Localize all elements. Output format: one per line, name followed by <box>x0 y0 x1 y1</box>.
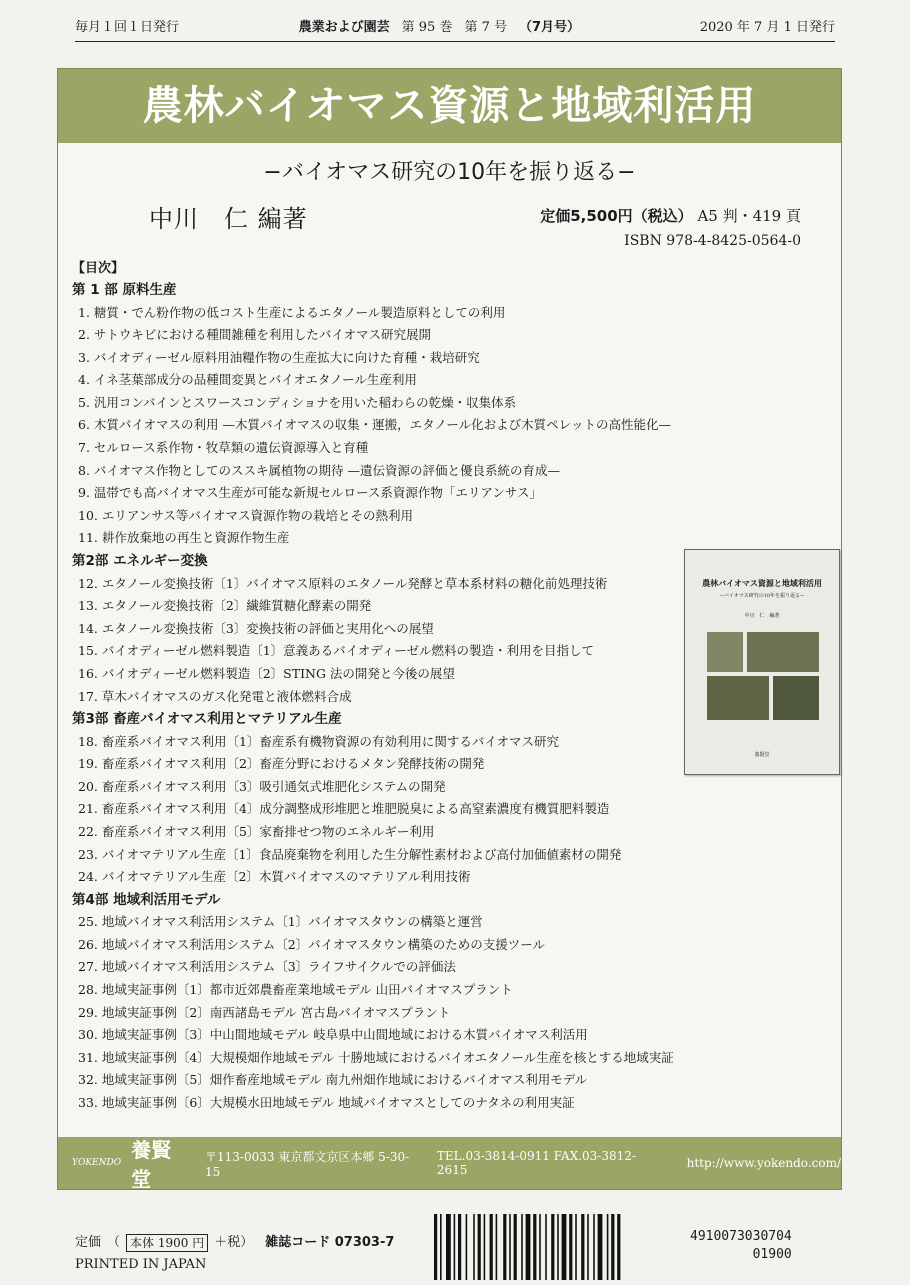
publisher-address: 〒113-0033 東京都文京区本郷 5-30-15 <box>205 1149 410 1179</box>
price-prefix: 定価 <box>75 1235 102 1250</box>
toc-item: 9. 温帯でも高バイオマス生産が可能な新規セルロース系資源作物「エリアンサス」 <box>78 485 542 501</box>
barcode-bar <box>587 1214 589 1280</box>
toc-item: 26. 地域バイオマス利活用システム〔2〕バイオマスタウン構築のための支援ツール <box>78 936 546 952</box>
toc-item: 12. エタノール変換技術〔1〕バイオマス原料のエタノール発酵と草本系材料の糖化前処理技術 <box>78 575 608 591</box>
barcode <box>432 1212 668 1282</box>
toc-part-title: 第 1 部 原料生産 <box>72 282 177 298</box>
barcode-bar <box>557 1214 559 1280</box>
book-author: 中川 仁 編著 <box>149 205 308 233</box>
thumbnail-publisher: 養賢堂 <box>754 752 770 758</box>
toc-item: 21. 畜産系バイオマス利用〔4〕成分調整成形堆肥と堆肥脱臭による高窒素濃度有機質肥料製造 <box>78 801 610 817</box>
price-box: 本体 1900 円 <box>126 1234 208 1252</box>
barcode-bar <box>434 1214 437 1280</box>
barcode-bar <box>454 1214 456 1280</box>
toc-item: 31. 地域実証事例〔4〕大規模畑作地域モデル 十勝地域におけるバイオエタノール生産を核とする地域実証 <box>78 1049 674 1065</box>
printed-in: PRINTED IN JAPAN <box>75 1257 207 1272</box>
toc-item: 27. 地域バイオマス利活用システム〔3〕ライフサイクルでの評価法 <box>78 959 456 975</box>
book-subtitle: −バイオマス研究の10年を振り返る− <box>263 160 636 185</box>
toc-item: 1. 糖質・でん粉作物の低コスト生産によるエタノール製造原料としての利用 <box>78 304 506 320</box>
barcode-bar <box>473 1214 475 1280</box>
toc-item: 25. 地域バイオマス利活用システム〔1〕バイオマスタウンの構築と運営 <box>78 914 483 930</box>
barcode-bar <box>539 1214 541 1280</box>
toc-item: 24. バイオマテリアル生産〔2〕木質バイオマスのマテリアル利用技術 <box>78 869 471 885</box>
issue-frequency: 毎月１回１日発行 <box>75 20 180 35</box>
toc-item: 3. バイオディーゼル原料用油糧作物の生産拡大に向けた育種・栽培研究 <box>78 349 480 365</box>
thumbnail-author: 中川 仁 編著 <box>744 613 780 619</box>
toc-item: 14. エタノール変換技術〔3〕変換技術の評価と実用化への展望 <box>78 620 434 636</box>
book-price: 定価5,500円（税込） <box>540 207 693 225</box>
book-advertisement <box>57 68 842 1190</box>
barcode-bar <box>598 1214 603 1280</box>
barcode-bar <box>562 1214 567 1280</box>
barcode-bar <box>526 1214 531 1280</box>
book-title: 農林バイオマス資源と地域利活用 <box>58 69 841 143</box>
toc-item: 20. 畜産系バイオマス利用〔3〕吸引通気式堆肥化システムの開発 <box>78 778 446 794</box>
masthead <box>75 12 835 42</box>
barcode-bar <box>514 1214 517 1280</box>
thumbnail-title: 農林バイオマス資源と地域利活用 <box>702 579 822 588</box>
issue-month: （7月号） <box>519 20 581 35</box>
barcode-line-1: 4910073030704 <box>690 1229 792 1244</box>
issue-number: 第 7 号 <box>464 20 508 35</box>
toc-item: 16. バイオディーゼル燃料製造〔2〕STING 法の開発と今後の展望 <box>78 665 455 681</box>
toc-item: 2. サトウキビにおける種間雑種を利用したバイオマス研究展開 <box>78 327 432 343</box>
publisher-logo: 養賢堂 <box>131 1138 172 1191</box>
toc-part-title: 第3部 畜産バイオマス利用とマテリアル生産 <box>72 711 342 728</box>
magazine-code: 雑誌コード 07303-7 <box>265 1235 395 1250</box>
barcode-bar <box>484 1214 486 1280</box>
price-line <box>540 205 801 226</box>
barcode-bar <box>581 1214 584 1280</box>
publisher-logo-en: YOKENDO <box>72 1158 122 1168</box>
toc-item: 28. 地域実証事例〔1〕都市近郊農畜産業地域モデル 山田バイオマスプラント <box>78 982 513 998</box>
toc-item: 11. 耕作放棄地の再生と資源作物生産 <box>78 530 290 546</box>
barcode-bar <box>458 1214 461 1280</box>
publisher-url[interactable]: http://www.yokendo.com/ <box>686 1156 841 1170</box>
toc-part-title: 第4部 地域利活用モデル <box>72 891 221 908</box>
toc-item: 6. 木質バイオマスの利用 —木質バイオマスの収集・運搬，エタノール化および木質ペレットの高性能化— <box>78 417 672 433</box>
price-suffix: ＋税） <box>214 1235 254 1250</box>
toc-item: 32. 地域実証事例〔5〕畑作畜産地域モデル 南九州畑作地域におけるバイオマス利用モデル <box>78 1072 588 1088</box>
toc-item: 19. 畜産系バイオマス利用〔2〕畜産分野におけるメタン発酵技術の開発 <box>78 756 485 772</box>
book-cover-thumbnail <box>684 549 840 775</box>
cover-photo-3 <box>707 676 769 720</box>
toc-item: 10. エリアンサス等バイオマス資源作物の栽培とその熱利用 <box>78 507 413 523</box>
barcode-bar <box>509 1214 511 1280</box>
toc-item: 30. 地域実証事例〔3〕中山間地域モデル 岐阜県中山間地域における木質バイオマス利活用 <box>78 1027 588 1043</box>
toc-item: 22. 畜産系バイオマス利用〔5〕家畜排せつ物のエネルギー利用 <box>78 823 435 839</box>
barcode-bar <box>617 1214 620 1280</box>
barcode-bar <box>569 1214 572 1280</box>
toc-item: 18. 畜産系バイオマス利用〔1〕畜産系有機物資源の有効利用に関するバイオマス研究 <box>78 733 560 749</box>
barcode-bar <box>575 1214 577 1280</box>
thumbnail-subtitle: −バイオマス研究の10年を振り返る− <box>719 593 805 599</box>
magazine-name: 農業および園芸 <box>298 20 390 35</box>
barcode-bar <box>503 1214 506 1280</box>
barcode-numbers <box>690 1228 792 1264</box>
volume: 第 95 巻 <box>401 20 453 35</box>
barcode-bar <box>478 1214 481 1280</box>
toc-item: 5. 汎用コンバインとスワースコンディショナを用いた稲わらの乾燥・収集体系 <box>78 394 517 410</box>
toc-item: 7. セルロース系作物・牧草類の遺伝資源導入と育種 <box>78 440 369 456</box>
price-block: 定価 （ 本体 1900 円 ＋税） 雑誌コード 07303-7 PRINTED IN JAPAN <box>75 1232 394 1276</box>
publisher-band <box>58 1137 841 1189</box>
barcode-bar <box>496 1214 498 1280</box>
barcode-bar <box>490 1214 493 1280</box>
publisher-phone: TEL.03-3814-0911 FAX.03-3812-2615 <box>436 1149 636 1177</box>
toc-heading: 【目次】 <box>72 261 125 276</box>
toc-item: 29. 地域実証事例〔2〕南西諸島モデル 宮古島バイオマスプラント <box>78 1004 451 1020</box>
toc-item: 4. イネ茎葉部成分の品種間変異とバイオエタノール生産利用 <box>78 372 417 388</box>
book-format: A5 判・419 頁 <box>697 207 801 225</box>
barcode-line-2: 01900 <box>752 1247 792 1262</box>
publish-date: 2020 年 7 月 1 日発行 <box>699 20 835 35</box>
toc-item: 23. バイオマテリアル生産〔1〕食品廃棄物を利用した生分解性素材および高付加価値素材の開発 <box>78 846 622 862</box>
cover-photo-1 <box>707 632 743 672</box>
toc-item: 13. エタノール変換技術〔2〕繊維質糖化酵素の開発 <box>78 598 372 614</box>
cover-photo-2 <box>747 632 819 672</box>
toc-item: 15. バイオディーゼル燃料製造〔1〕意義あるバイオディーゼル燃料の製造・利用を目指して <box>78 643 595 659</box>
book-isbn: ISBN 978-4-8425-0564-0 <box>624 233 801 249</box>
magazine-info <box>299 16 580 35</box>
barcode-bar <box>551 1214 554 1280</box>
toc-item: 33. 地域実証事例〔6〕大規模水田地域モデル 地域バイオマスとしてのナタネの利用実証 <box>78 1095 575 1110</box>
barcode-bar <box>533 1214 536 1280</box>
barcode-bar <box>611 1214 614 1280</box>
barcode-bar <box>446 1214 451 1280</box>
cover-photo-4 <box>773 676 819 720</box>
toc-item: 8. バイオマス作物としてのススキ属植物の期待 —遺伝資源の評価と優良系統の育成— <box>78 462 560 478</box>
barcode-bar <box>593 1214 595 1280</box>
toc-item: 17. 草木バイオマスのガス化発電と液体燃料合成 <box>78 688 352 704</box>
barcode-bar <box>466 1214 468 1280</box>
toc-part-title: 第2部 エネルギー変換 <box>72 553 208 570</box>
barcode-bar <box>521 1214 523 1280</box>
barcode-bar <box>607 1214 609 1280</box>
barcode-bar <box>545 1214 547 1280</box>
barcode-bar <box>440 1214 442 1280</box>
